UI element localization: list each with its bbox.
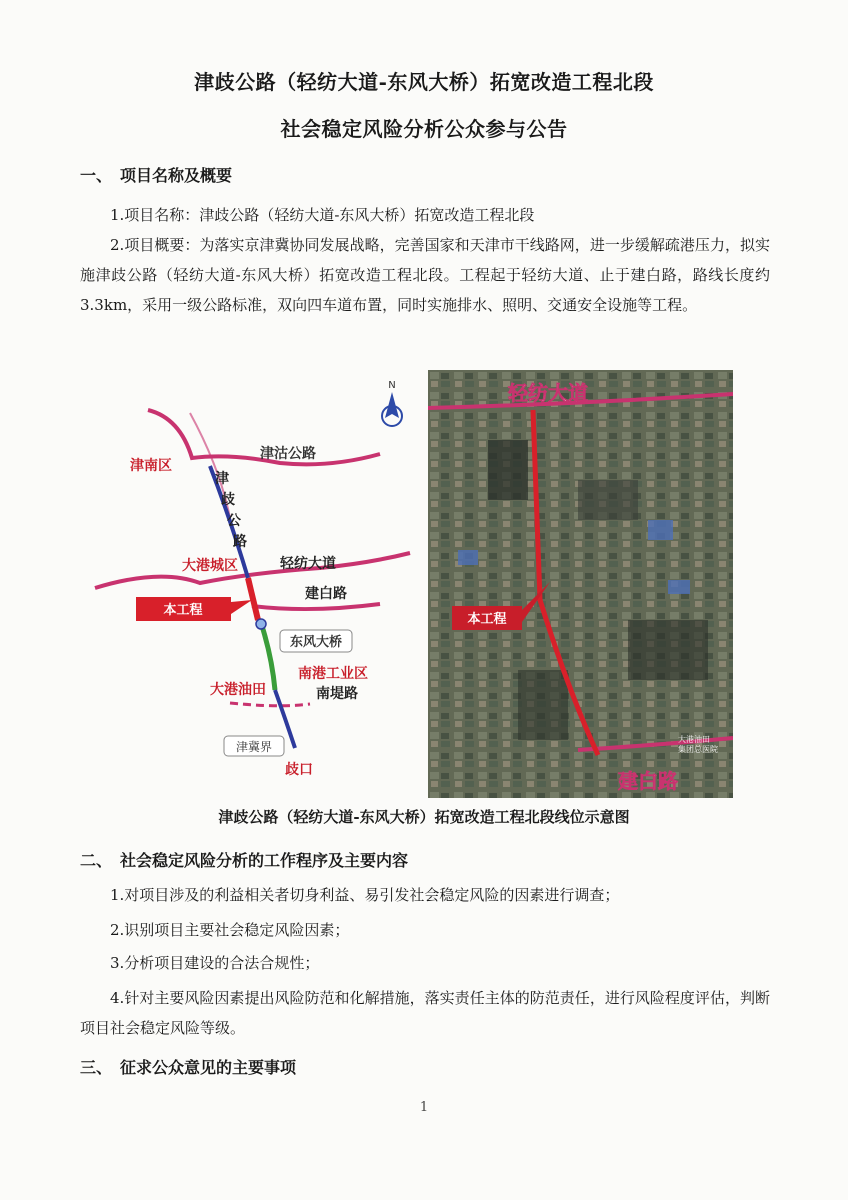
section2-item-4: 4.针对主要风险因素提出风险防范和化解措施，落实责任主体的防范责任，进行风险程度评估，判断项目社会稳定风险等级。: [80, 989, 770, 1037]
section3-heading: [80, 1055, 296, 1078]
section2-heading: [80, 848, 408, 871]
document-title-line2: 社会稳定风险分析公众参与公告: [280, 117, 568, 141]
map-label-nandi: 南堤路: [316, 686, 358, 702]
map-label-jingu: 津沽公路: [260, 446, 316, 462]
section1-number: 一、: [80, 166, 113, 185]
page-number: 1: [419, 1100, 429, 1115]
location-map: [80, 368, 412, 778]
satellite-image: [428, 370, 733, 798]
map-label-qingfang: 轻纺大道: [280, 556, 336, 572]
sat-label-small2: 集团总医院: [678, 745, 718, 754]
map-label-jinqi-1: 津: [215, 471, 229, 487]
section1-heading: [80, 163, 232, 186]
section1-paragraph-1: 1.项目名称：津歧公路（轻纺大道-东风大桥）拓宽改造工程北段: [110, 206, 535, 224]
north-label: N: [388, 380, 396, 391]
section3-heading-text: 征求公众意见的主要事项: [120, 1058, 297, 1077]
sat-label-small1: 大港油田: [678, 735, 710, 744]
section2-heading-text: 社会稳定风险分析的工作程序及主要内容: [120, 851, 409, 870]
section1-heading-text: 项目名称及概要: [120, 166, 233, 185]
section3-number: 三、: [80, 1058, 113, 1077]
document-title-line1: 津歧公路（轻纺大道-东风大桥）拓宽改造工程北段: [194, 70, 654, 94]
map-label-dongfeng: 东风大桥: [289, 635, 343, 650]
map-label-jianbai: 建白路: [305, 586, 347, 602]
section2-item-3: 3.分析项目建设的合法合规性；: [110, 954, 320, 972]
map-label-jinnan: 津南区: [130, 458, 172, 474]
map-label-qikou: 歧口: [285, 762, 313, 778]
sat-label-jianbai: 建白路: [618, 769, 678, 793]
map-label-jinqi-2: 歧: [221, 492, 235, 508]
map-label-nangang: 南港工业区: [298, 666, 368, 682]
section2-item-2: 2.识别项目主要社会稳定风险因素；: [110, 921, 350, 939]
north-arrow-icon: [382, 380, 402, 426]
map-label-jinqi-3: 公: [227, 513, 241, 529]
map-label-dagangcheng: 大港城区: [182, 558, 238, 574]
map-label-project: 本工程: [163, 603, 203, 618]
figure-caption: 津歧公路（轻纺大道-东风大桥）拓宽改造工程北段线位示意图: [218, 808, 630, 826]
section2-item-1: 1.对项目涉及的利益相关者切身利益、易引发社会稳定风险的因素进行调查；: [110, 886, 620, 904]
section2-number: 二、: [80, 851, 113, 870]
map-label-jinqi-4: 路: [233, 534, 247, 550]
sat-label-project: 本工程: [467, 612, 507, 627]
map-label-dagangoil: 大港油田: [210, 682, 266, 698]
sat-label-qingfang: 轻纺大道: [508, 381, 588, 405]
section1-paragraph-2: 2.项目概要：为落实京津冀协同发展战略，完善国家和天津市干线路网，进一步缓解疏港压力，拟实施津歧公路（轻纺大道-东风大桥）拓宽改造工程北段。工程起于轻纺大道、止于建白路，路线长度约 3.3km，采用一级公路标准，双向四车道布置，同时实施排水、照明、交通安全设施等工程。: [80, 236, 770, 314]
map-label-jinjijie: 津冀界: [235, 740, 273, 754]
